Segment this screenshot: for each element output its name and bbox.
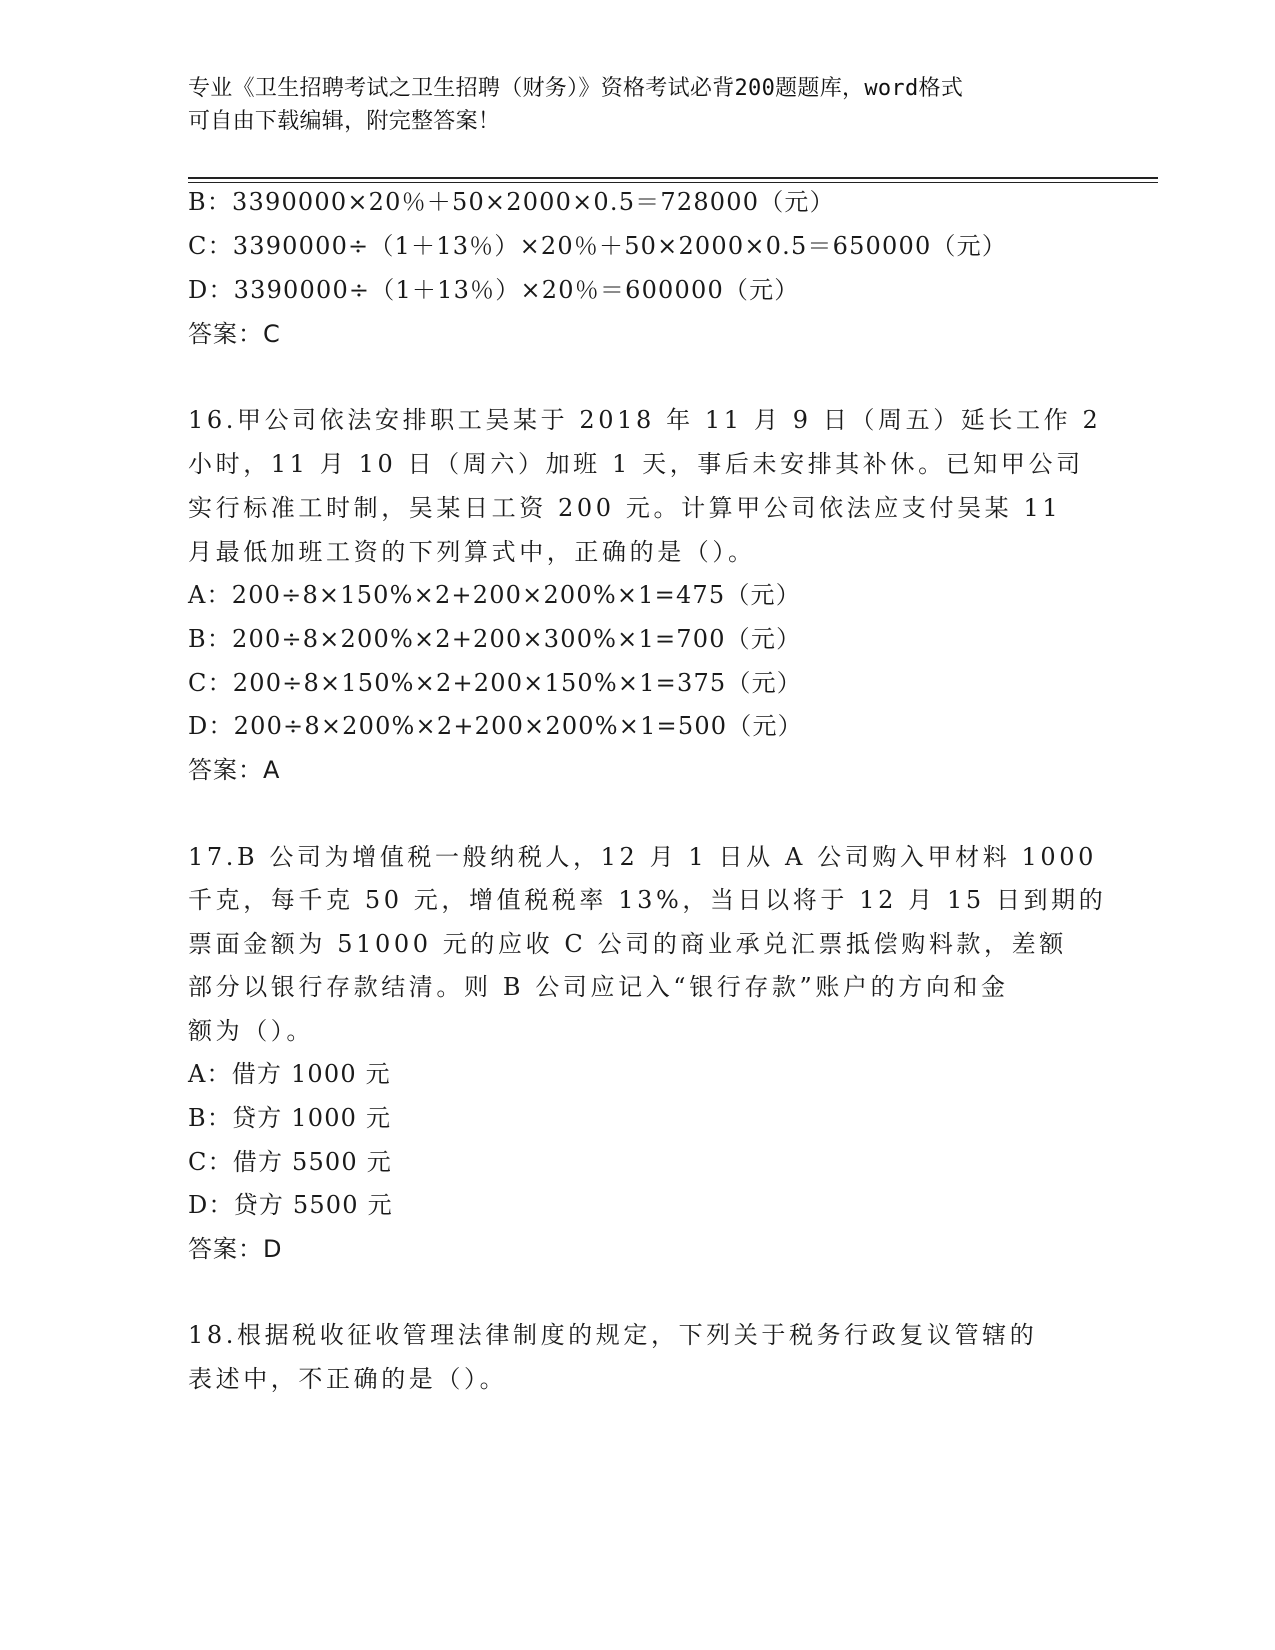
q16-answer: 答案：A (188, 756, 281, 784)
q17-line-2: 千克，每千克 50 元，增值税税率 13%，当日以将于 12 月 15 日到期的 (188, 886, 1107, 914)
q18-line-1: 18.根据税收征收管理法律制度的规定，下列关于税务行政复议管辖的 (188, 1321, 1038, 1349)
header-line-2: 可自由下载编辑，附完整答案！ (188, 109, 501, 134)
q17-answer: 答案：D (188, 1235, 283, 1263)
q15-option-d: D：3390000÷（1＋13％）×20％＝600000（元） (188, 276, 800, 304)
q16-option-a: A：200÷8×150%×2+200×200%×1=475（元） (188, 581, 801, 609)
q15-option-c: C：3390000÷（1＋13％）×20％＋50×2000×0.5＝650000（元） (188, 232, 1008, 260)
q17-option-b: B：贷方 1000 元 (188, 1104, 392, 1132)
q15-option-b: B：3390000×20％＋50×2000×0.5＝728000（元） (188, 188, 835, 216)
q16-line-4: 月最低加班工资的下列算式中，正确的是（）。 (188, 538, 756, 566)
header-rule-thick (188, 177, 1158, 179)
q16-option-d: D：200÷8×200%×2+200×200%×1=500（元） (188, 712, 803, 740)
q17-line-1: 17.B 公司为增值税一般纳税人，12 月 1 日从 A 公司购入甲材料 1000 (188, 843, 1098, 871)
header-rule-thin (188, 182, 1158, 183)
q16-option-b: B：200÷8×200%×2+200×300%×1=700（元） (188, 625, 802, 653)
q18-line-2: 表述中，不正确的是（）。 (188, 1365, 508, 1393)
q17-option-c: C：借方 5500 元 (188, 1148, 392, 1176)
q16-line-3: 实行标准工时制，吴某日工资 200 元。计算甲公司依法应支付吴某 11 (188, 494, 1062, 522)
q16-line-1: 16.甲公司依法安排职工吴某于 2018 年 11 月 9 日（周五）延长工作 2 (188, 406, 1102, 434)
header-line-1: 专业《卫生招聘考试之卫生招聘（财务）》资格考试必背200题题库，word格式 (188, 76, 964, 101)
q17-line-5: 额为（）。 (188, 1017, 314, 1045)
q16-option-c: C：200÷8×150%×2+200×150%×1=375（元） (188, 669, 802, 697)
q17-option-d: D：贷方 5500 元 (188, 1191, 393, 1219)
q17-option-a: A：借方 1000 元 (188, 1060, 391, 1088)
q17-line-3: 票面金额为 51000 元的应收 C 公司的商业承兑汇票抵偿购料款，差额 (188, 930, 1067, 958)
q17-line-4: 部分以银行存款结清。则 B 公司应记入“银行存款”账户的方向和金 (188, 973, 1009, 1001)
q16-line-2: 小时，11 月 10 日（周六）加班 1 天，事后未安排其补休。已知甲公司 (188, 450, 1084, 478)
document-header (188, 72, 1068, 138)
q15-answer: 答案：C (188, 320, 281, 348)
